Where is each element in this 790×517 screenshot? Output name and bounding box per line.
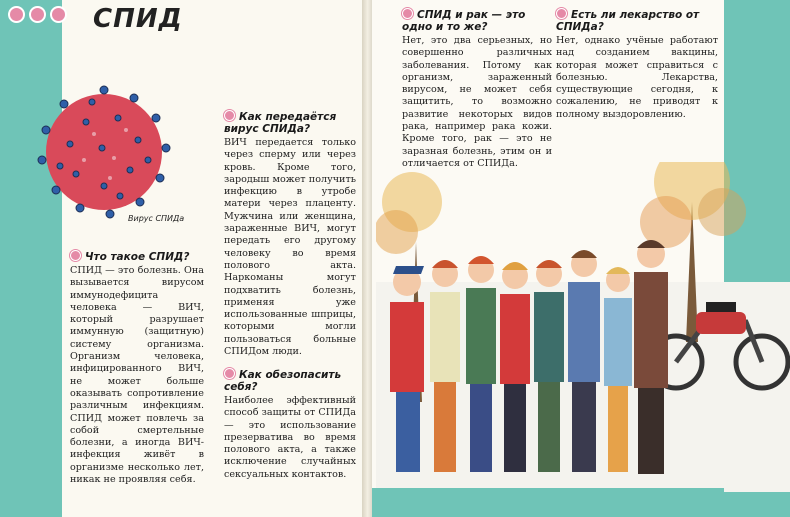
section-aids-vs-cancer — [402, 8, 552, 170]
answer-text: Наиболее эффективный способ защиты от СПИДа — это использование презерватива во время полового акта, а также исключение случайных сексуальных контактов. — [224, 395, 356, 480]
bottom-teal-band — [372, 488, 724, 517]
question-text: Как обезопасить себя? — [224, 369, 342, 393]
bullet-icon — [70, 250, 81, 261]
section-what-is-aids — [70, 250, 204, 486]
left-page — [0, 0, 364, 517]
dot-icon — [50, 6, 67, 23]
virus-caption: Вирус СПИДа — [128, 214, 185, 223]
answer-text: Нет, это два серьезных, но совершенно различных заболевания. Потому как организм, зараженный вирусом, не может себя защитить, то возможно развитие некоторых видов рака, например рака кожи. Кроме того, рак — это не заразная болезнь, этим он и отличается от СПИДа. — [402, 35, 552, 169]
question-heading — [224, 110, 356, 135]
question-text: СПИД и рак — это одно и то же? — [402, 9, 526, 33]
bullet-icon — [556, 8, 567, 19]
left-teal-margin — [0, 0, 62, 517]
teenagers-illustration — [376, 162, 790, 492]
dot-icon — [8, 6, 25, 23]
section-cure — [556, 8, 718, 121]
question-heading — [70, 250, 204, 263]
question-heading — [402, 8, 552, 33]
question-text: Что такое СПИД? — [85, 251, 190, 263]
bullet-icon — [224, 110, 235, 121]
page-title: СПИД — [93, 4, 183, 34]
question-text: Есть ли лекарство от СПИДа? — [556, 9, 700, 33]
answer-text: СПИД — это болезнь. Она вызывается вирусом иммунодефицита человека — ВИЧ, который разрушает иммунную (защитную) систему организма. Организм человека, инфицированного ВИЧ, не может больше оказывать сопротивление различным инфекциям. СПИД может повлечь за собой смертельные болезни, а иногда ВИЧ-инфекция живёт в организме несколько лет, никак не проявляя себя. — [70, 265, 204, 486]
bullet-icon — [224, 368, 235, 379]
section-protection — [224, 368, 356, 481]
section-transmission — [224, 110, 356, 358]
bullet-icon — [402, 8, 413, 19]
question-heading — [224, 368, 356, 393]
question-text: Как передаётся вирус СПИДа? — [224, 111, 337, 135]
dot-icon — [29, 6, 46, 23]
question-heading — [556, 8, 718, 33]
decorative-dots — [8, 6, 67, 23]
answer-text: ВИЧ передается только через сперму или через кровь. Кроме того, зародыш может получить инфекцию в утробе матери через плаценту. Мужчина или женщина, зараженные ВИЧ, могут передать его другому человеку во время полового акта. Наркоманы могут подхватить болезнь, применяя уже использованные шприцы, которыми могли пользоваться больные СПИДом люди. — [224, 137, 356, 358]
virus-icon — [34, 82, 174, 222]
answer-text: Нет, однако учёные работают над созданием вакцины, которая может справиться с болезнью. Лекарства, существующие сегодня, к сожалению, не приводят к полному выздоровлению. — [556, 35, 718, 120]
virus-illustration — [34, 82, 174, 222]
